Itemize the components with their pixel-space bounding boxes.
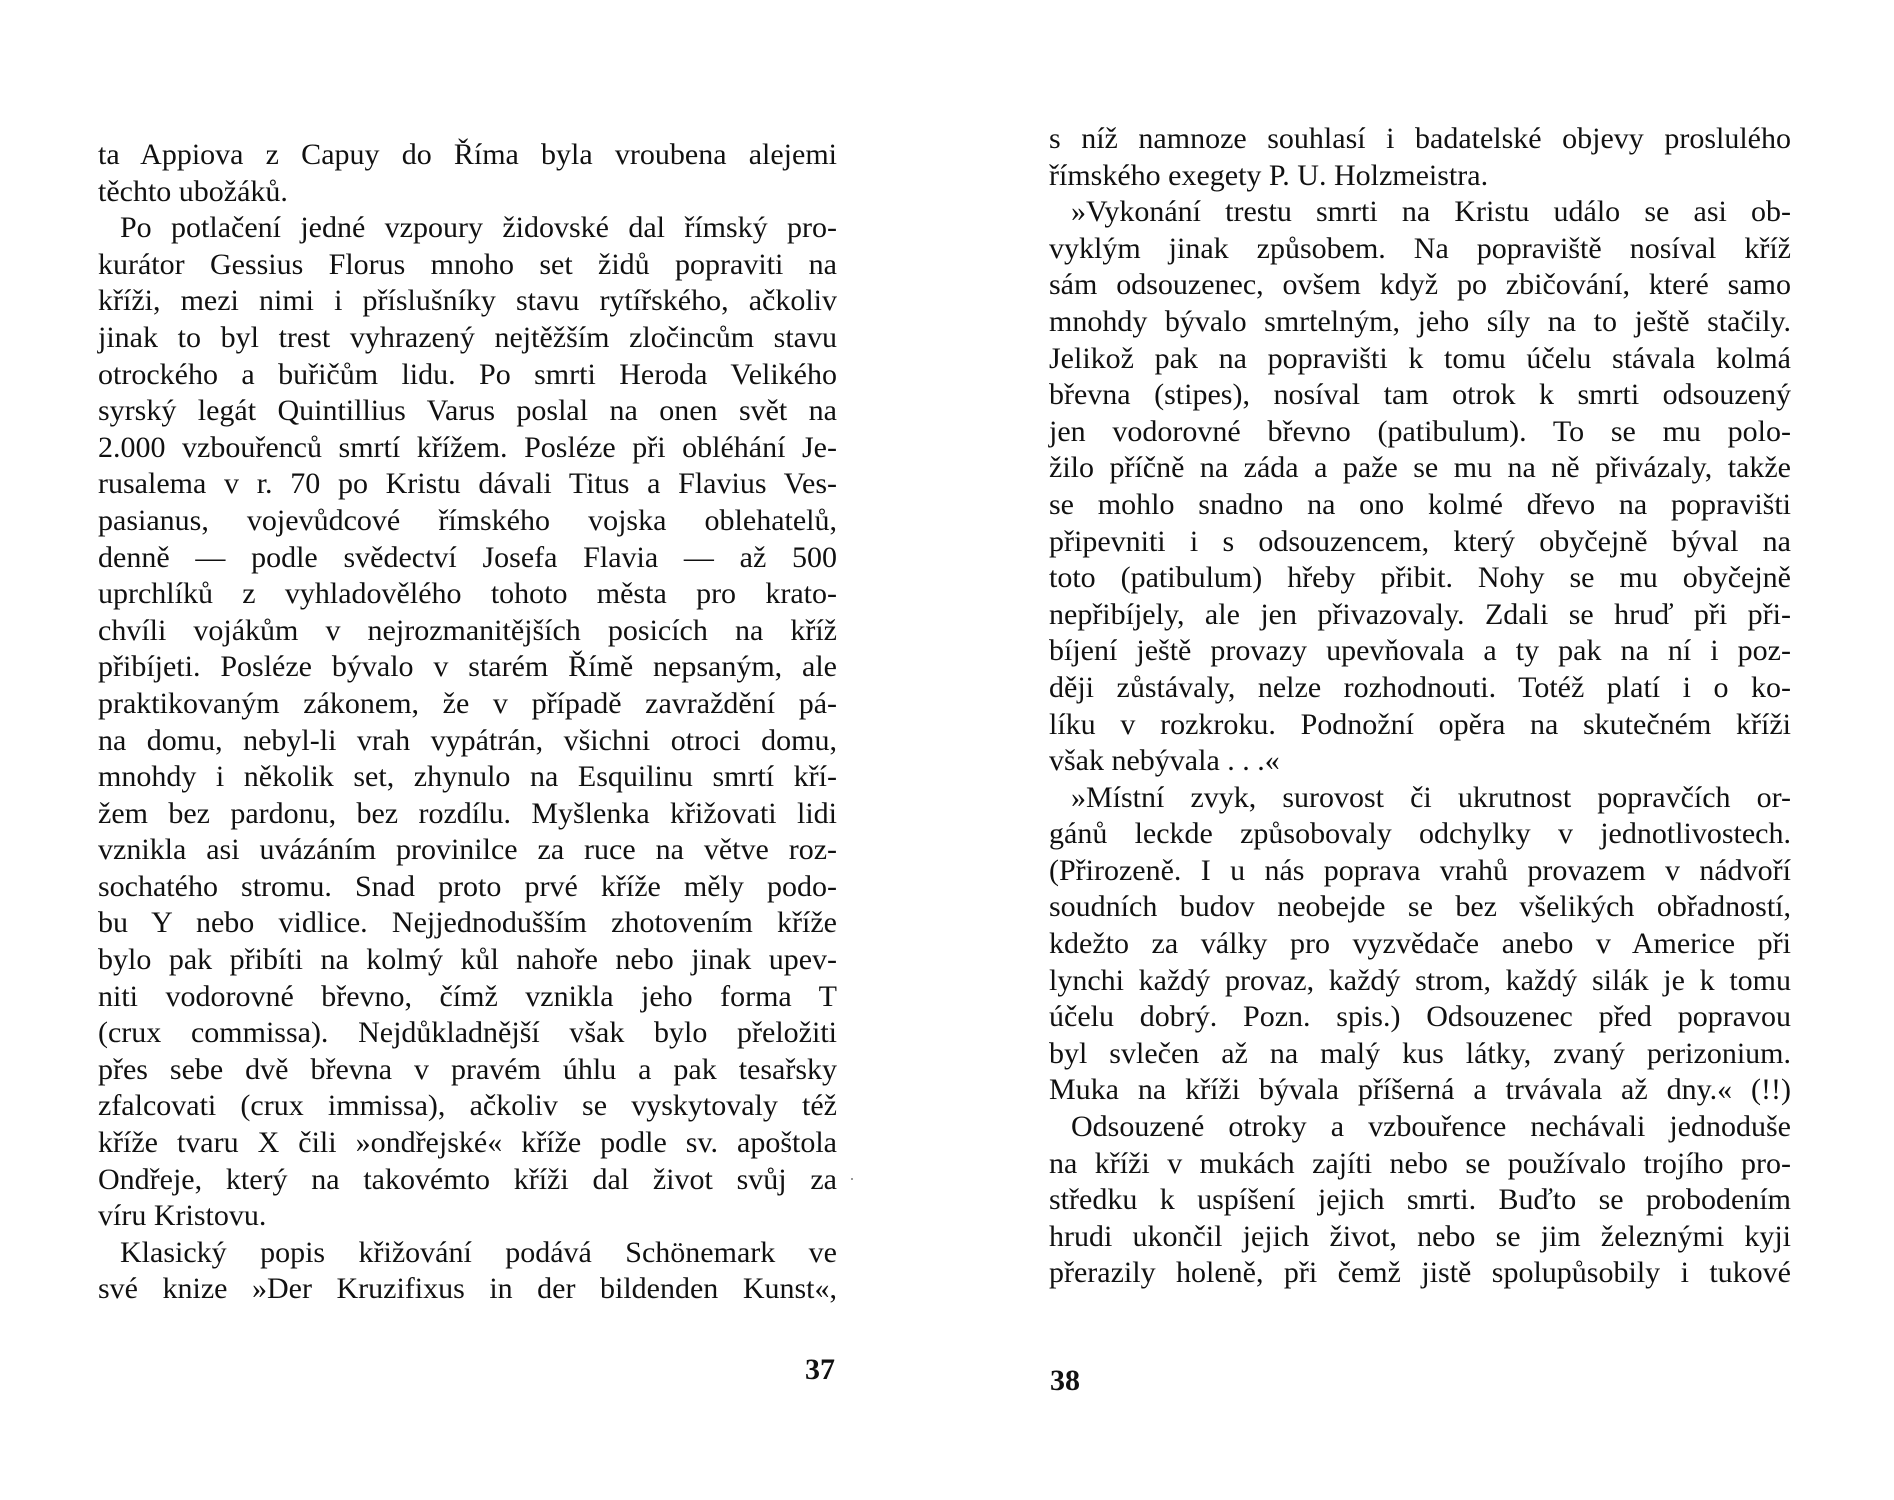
text-line: niti vodorovné břevno, čímž vznikla jeho forma T	[98, 979, 837, 1013]
text-line: »Vykonání trestu smrti na Kristu událo se asi ob-	[1071, 195, 1791, 229]
text-line: lynchi každý provaz, každý strom, každý silák je k tomu	[1049, 963, 1791, 997]
text-line: (crux commissa). Nejdůkladnější však bylo přeložiti	[98, 1016, 837, 1050]
text-line: praktikovaným zákonem, že v případě zavraždění pá-	[98, 686, 837, 720]
text-line: toto (patibulum) hřeby přibit. Nohy se mu obyčejně	[1049, 561, 1791, 595]
text-line: přibíjeti. Posléze bývalo v starém Římě nepsaným, ale	[98, 650, 837, 684]
text-line: Klasický popis křižování podává Schönemark ve	[120, 1235, 837, 1269]
text-line: Muka na kříži bývala příšerná a trvávala až dny.« (!!)	[1049, 1073, 1791, 1107]
text-line: zfalcovati (crux immissa), ačkoliv se vyskytovaly též	[98, 1089, 837, 1123]
text-line: 2.000 vzbouřenců smrtí křížem. Posléze při obléhání Je-	[98, 430, 837, 464]
text-line: své knize »Der Kruzifixus in der bildenden Kunst«,	[98, 1272, 837, 1306]
text-line: Jelikož pak na popravišti k tomu účelu stávala kolmá	[1049, 341, 1791, 375]
text-line: Po potlačení jedné vzpoury židovské dal římský pro-	[120, 211, 837, 245]
text-line: středku k uspíšení jejich smrti. Buďto se probodením	[1049, 1183, 1791, 1217]
text-line: mnohdy bývalo smrtelným, jeho síly na to ještě stačily.	[1049, 304, 1791, 338]
text-line: líku v rozkroku. Podnožní opěra na skutečném kříži	[1049, 707, 1791, 741]
text-line: chvíli vojákům v nejrozmanitějších posicích na kříž	[98, 613, 837, 647]
page-number-left: 37	[805, 1353, 835, 1386]
text-line: vznikla asi uvázáním provinilce za ruce na větve roz-	[98, 833, 837, 867]
text-line: Ondřeje, který na takovémto kříži dal život svůj za	[98, 1162, 837, 1196]
text-line: na kříži v mukách zajíti nebo se používalo trojího pro-	[1049, 1146, 1791, 1180]
text-line: však nebývala . . .«	[1049, 744, 1280, 778]
text-line: přerazily holeně, při čemž jistě spolupůsobily i tukové	[1049, 1256, 1791, 1290]
text-line: Odsouzené otroky a vzbouřence nechávali jednoduše	[1071, 1110, 1791, 1144]
scan-speck	[851, 1178, 853, 1180]
text-line: mnohdy i několik set, zhynulo na Esquilinu smrtí kří-	[98, 760, 837, 794]
text-line: syrský legát Quintillius Varus poslal na onen svět na	[98, 394, 837, 428]
text-line: účelu dobrý. Pozn. spis.) Odsouzenec před popravou	[1049, 1000, 1791, 1034]
right-page	[1049, 121, 1791, 1292]
text-line: otrockého a buřičům lidu. Po smrti Heroda Velikého	[98, 357, 837, 391]
text-line: sám odsouzenec, ovšem když po zbičování, které samo	[1049, 268, 1791, 302]
text-line: s níž namnoze souhlasí i badatelské objevy proslulého	[1049, 122, 1791, 155]
text-line: pasianus, vojevůdcové římského vojska oblehatelů,	[98, 503, 837, 537]
text-line: ta Appiova z Capuy do Říma byla vroubena alejemi	[98, 138, 837, 171]
text-line: (Přirozeně. I u nás poprava vrahů provazem v nádvoří	[1049, 853, 1791, 887]
text-line: gánů leckde způsobovaly odchylky v jednotlivostech.	[1049, 817, 1791, 851]
text-line: břevna (stipes), nosíval tam otrok k smrti odsouzený	[1049, 378, 1791, 412]
text-line: vyklým jinak způsobem. Na popraviště nosíval kříž	[1049, 231, 1791, 265]
text-line: sochatého stromu. Snad proto prvé kříže měly podo-	[98, 869, 837, 903]
text-line: římského exegety P. U. Holzmeistra.	[1049, 158, 1489, 192]
text-line: těchto ubožáků.	[98, 174, 288, 208]
text-line: soudních budov neobejde se bez všelikých obřadností,	[1049, 890, 1791, 924]
text-line: jinak to byl trest vyhrazený nejtěžším zločincům stavu	[98, 320, 837, 354]
text-line: denně — podle svědectví Josefa Flavia — až 500	[98, 540, 837, 574]
text-line: na domu, nebyl-li vrah vypátrán, všichni otroci domu,	[98, 723, 837, 757]
text-line: »Místní zvyk, surovost či ukrutnost popravčích or-	[1071, 780, 1791, 814]
text-line: byl svlečen až na malý kus látky, zvaný perizonium.	[1049, 1036, 1791, 1070]
text-line: hrudi ukončil jejich život, nebo se jim železnými kyji	[1049, 1219, 1791, 1253]
text-line: jen vodorovné břevno (patibulum). To se mu polo-	[1049, 414, 1791, 448]
text-line: přes sebe dvě břevna v pravém úhlu a pak tesařsky	[98, 1052, 837, 1086]
text-line: bu Y nebo vidlice. Nejjednodušším zhotovením kříže	[98, 906, 837, 940]
text-line: kříži, mezi nimi i příslušníky stavu rytířského, ačkoliv	[98, 284, 837, 318]
page-number-right: 38	[1050, 1364, 1080, 1397]
text-line: bylo pak přibíti na kolmý kůl nahoře nebo jinak upev-	[98, 943, 837, 977]
text-line: žilo příčně na záda a paže se mu na ně přivázaly, takže	[1049, 451, 1791, 485]
text-line: ději zůstávaly, nelze rozhodnouti. Totéž platí i o ko-	[1049, 670, 1791, 704]
text-line: žem bez pardonu, bez rozdílu. Myšlenka křižovati lidi	[98, 796, 837, 830]
text-line: uprchlíků z vyhladovělého tohoto města pro krato-	[98, 577, 837, 611]
text-line: se mohlo snadno na ono kolmé dřevo na popravišti	[1049, 487, 1791, 521]
left-page	[98, 137, 837, 1308]
text-line: nepřibíjely, ale jen přivazovaly. Zdali se hruď při při-	[1049, 597, 1791, 631]
text-line: rusalema v r. 70 po Kristu dávali Titus a Flavius Ves-	[98, 467, 837, 501]
text-line: kříže tvaru X čili »ondřejské« kříže podle sv. apoštola	[98, 1126, 837, 1160]
text-line: bíjení ještě provazy upevňovala a ty pak na ní i poz-	[1049, 634, 1791, 668]
text-line: připevniti i s odsouzencem, který obyčejně býval na	[1049, 524, 1791, 558]
text-line: kurátor Gessius Florus mnoho set židů popraviti na	[98, 247, 837, 281]
text-line: kdežto za války pro vyzvědače anebo v Americe při	[1049, 927, 1791, 961]
text-line: víru Kristovu.	[98, 1199, 267, 1233]
